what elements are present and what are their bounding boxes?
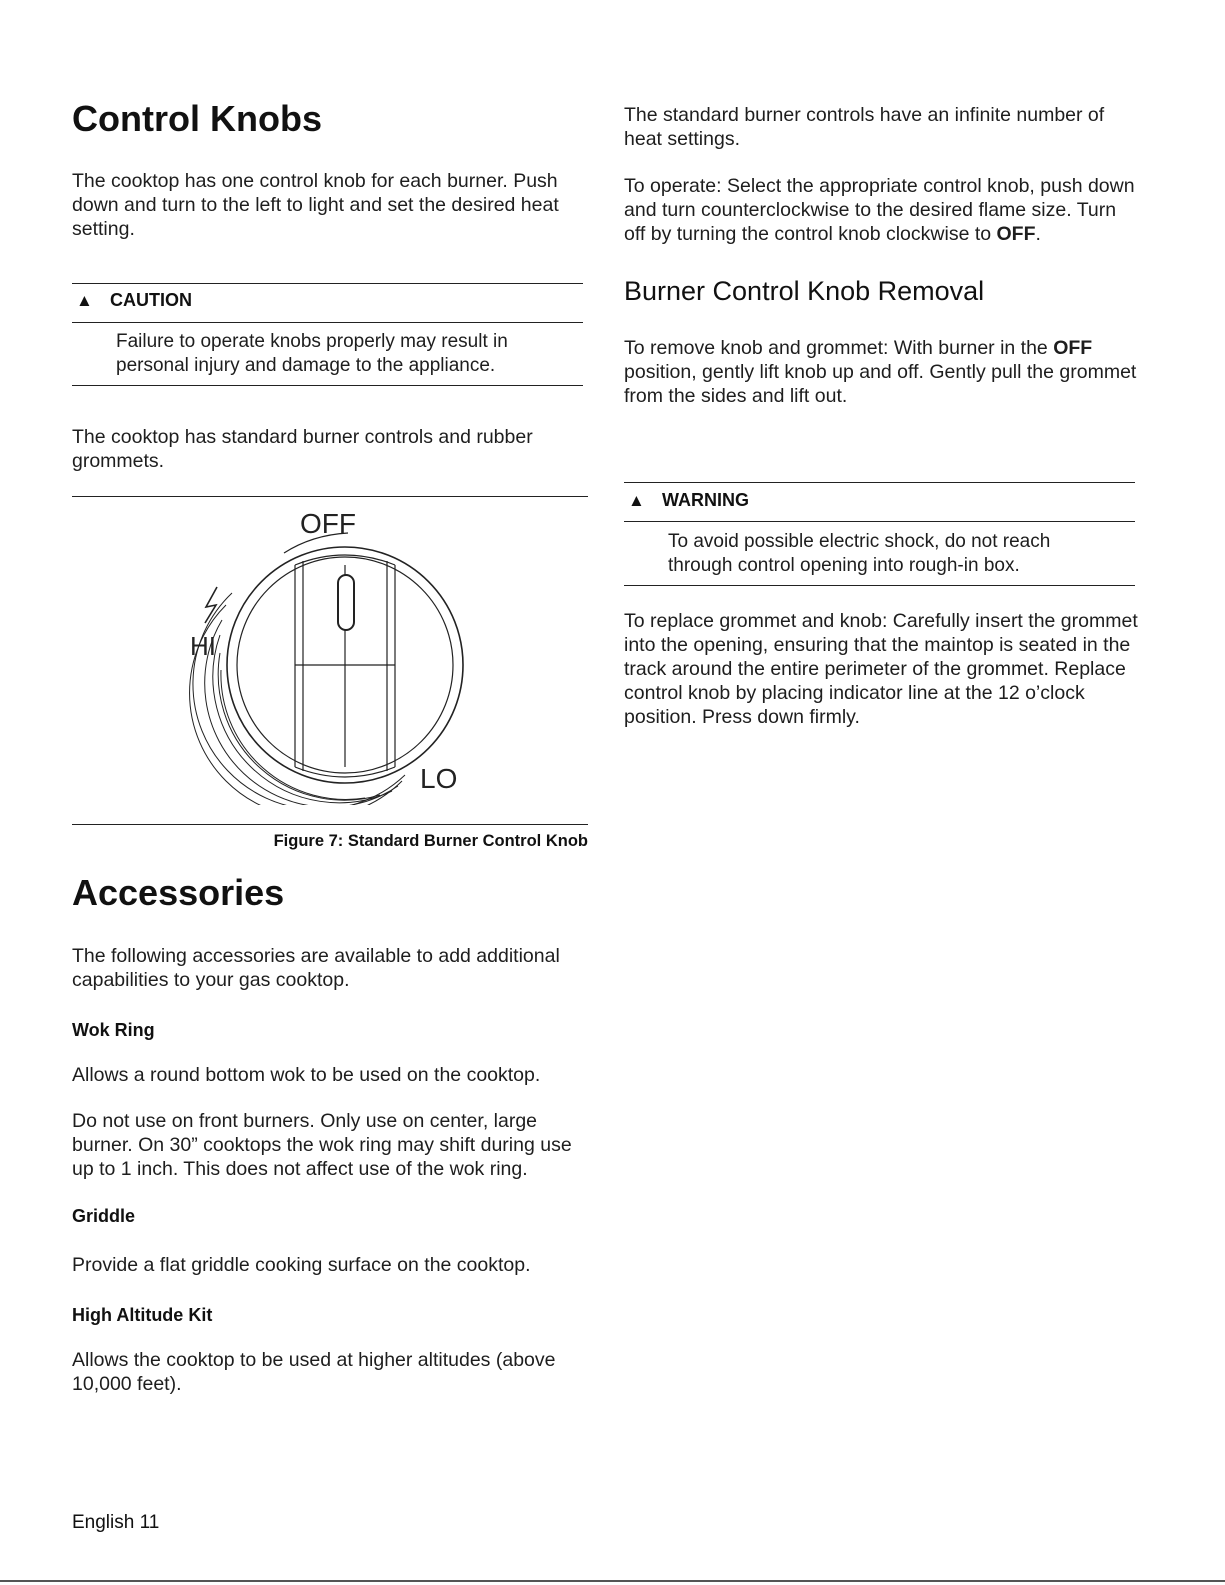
warning-top-rule <box>624 482 1135 483</box>
section-title-accessories: Accessories <box>72 872 285 913</box>
operate-text-main: To operate: Select the appropriate control knob, push down and turn counterclockwise to the desired flame size. Turn off by turning the control knob clockwise to <box>624 175 1135 245</box>
caution-bottom-rule <box>72 385 583 386</box>
control-knobs-intro: The cooktop has one control knob for each burner. Push down and turn to the left to light and set the desired heat setting. <box>72 170 559 240</box>
figure-label-lo: LO <box>420 763 458 794</box>
warning-bottom-rule <box>624 585 1135 586</box>
section-title-knob-removal: Burner Control Knob Removal <box>624 276 985 306</box>
page-footer: English 11 <box>72 1512 160 1533</box>
warning-triangle-icon: ▲ <box>628 491 645 510</box>
accessories-intro: The following accessories are available to add additional capabilities to your gas cooktop. <box>72 945 560 991</box>
caution-title <box>76 290 192 311</box>
figure-caption: Figure 7: Standard Burner Control Knob <box>273 832 588 850</box>
page-bottom-border <box>0 1580 1225 1582</box>
remove-text-main: To remove knob and grommet: With burner in the <box>624 337 1054 359</box>
warning-title <box>628 490 749 511</box>
figure-top-rule <box>72 496 588 497</box>
warning-body <box>668 530 1108 578</box>
standard-controls-text: The cooktop has standard burner controls and rubber grommets. <box>72 426 533 472</box>
knob-indicator <box>338 575 354 630</box>
caution-top-rule <box>72 283 583 284</box>
figure-label-hi: HI <box>190 631 216 661</box>
warning-mid-rule <box>624 521 1135 522</box>
wok-ring-text-1: Allows a round bottom wok to be used on the cooktop. <box>72 1064 541 1086</box>
caution-body <box>116 330 556 378</box>
remove-text-off: OFF <box>1053 337 1093 359</box>
griddle-text: Provide a flat griddle cooking surface on the cooktop. <box>72 1254 531 1276</box>
accessory-title-wok-ring: Wok Ring <box>72 1020 155 1040</box>
accessory-title-high-altitude-kit: High Altitude Kit <box>72 1305 213 1325</box>
warning-label: WARNING <box>662 490 749 510</box>
figure-label-off: OFF <box>300 508 356 539</box>
section-title-control-knobs: Control Knobs <box>72 98 322 139</box>
warning-triangle-icon: ▲ <box>76 291 93 310</box>
operate-text <box>624 174 1139 246</box>
figure-bottom-rule <box>72 824 588 825</box>
operate-text-end: . <box>1035 223 1041 245</box>
accessory-title-griddle: Griddle <box>72 1206 136 1226</box>
remove-knob-text <box>624 336 1139 408</box>
caution-label: CAUTION <box>110 290 192 310</box>
high-altitude-text: Allows the cooktop to be used at higher altitudes (above 10,000 feet). <box>72 1349 556 1395</box>
infinite-settings-text: The standard burner controls have an infinite number of heat settings. <box>624 104 1105 150</box>
remove-text-end: position, gently lift knob up and off. Gently pull the grommet from the sides and lift out. <box>624 361 1137 407</box>
caution-mid-rule <box>72 322 583 323</box>
caution-text: Failure to operate knobs properly may result in personal injury and damage to the appliance. <box>116 331 508 376</box>
replace-knob-text: To replace grommet and knob: Carefully insert the grommet into the opening, ensuring that the maintop is seated in the track around the entire perimeter of the grommet. Replace control knob by placing indicator line at the 12 o’clock position. Press down firmly. <box>624 610 1138 728</box>
wok-ring-text-2: Do not use on front burners. Only use on center, large burner. On 30” cooktops the wok ring may shift during use up to 1 inch. This does not affect use of the wok ring. <box>72 1110 572 1180</box>
warning-text: To avoid possible electric shock, do not reach through control opening into rough-in box. <box>668 531 1051 576</box>
burner-control-knob-figure <box>180 505 480 805</box>
operate-text-off: OFF <box>996 223 1036 245</box>
